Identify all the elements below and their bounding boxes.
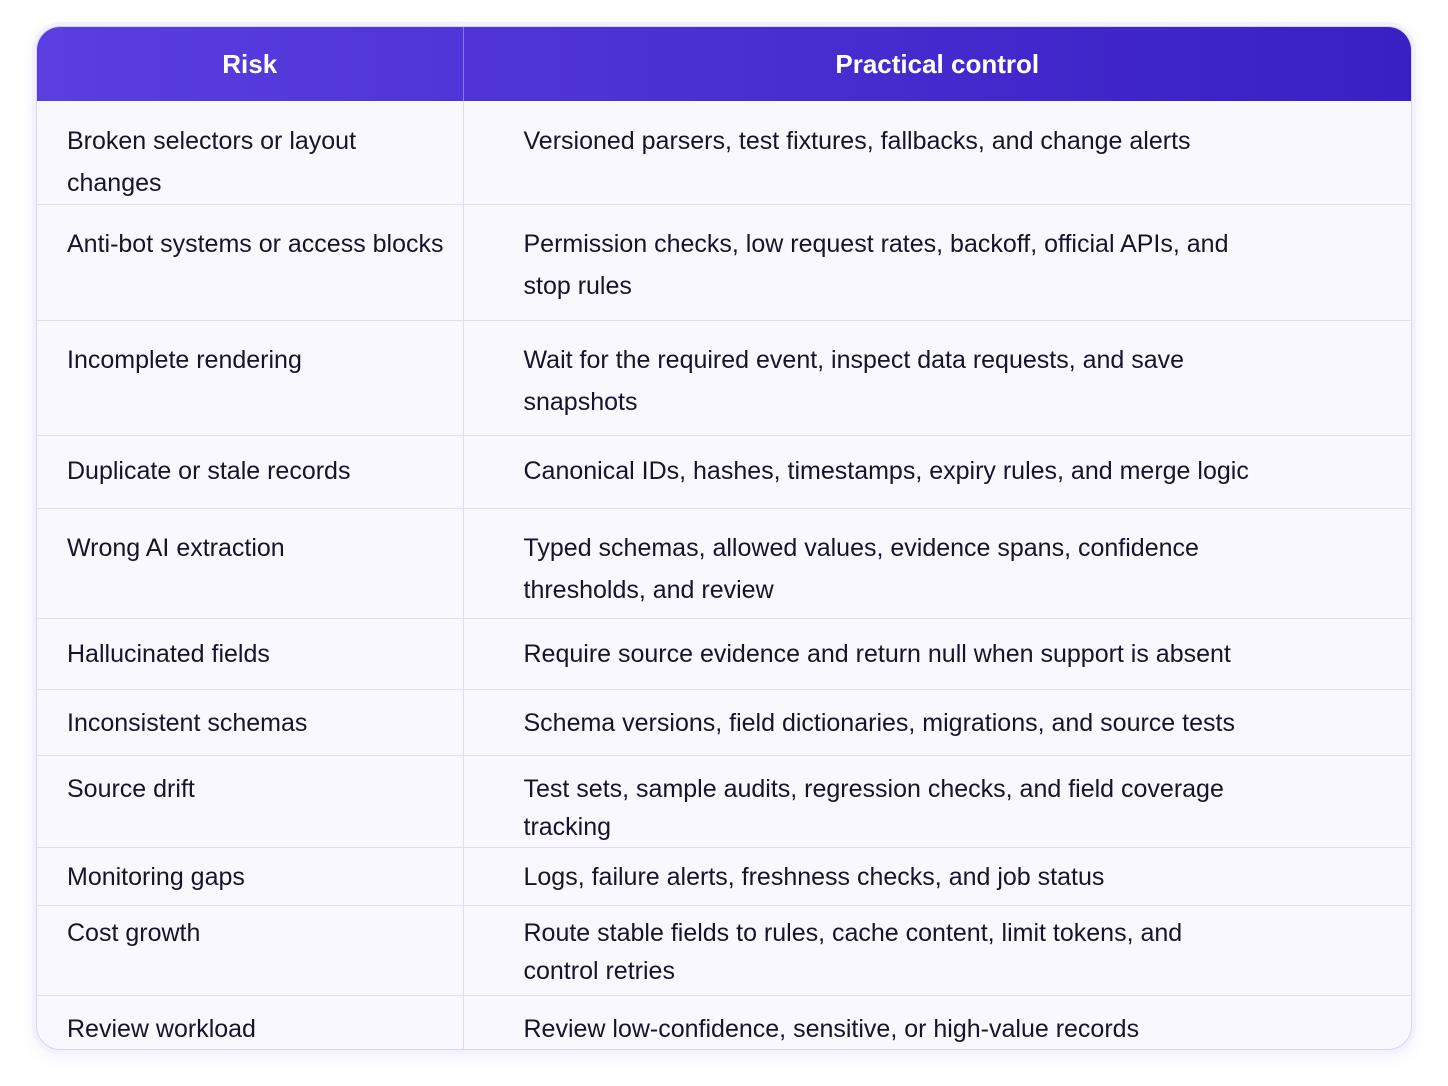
control-text: Canonical IDs, hashes, timestamps, expiry rules, and merge logic — [523, 457, 1249, 485]
risk-control-table-card — [36, 26, 1412, 1050]
risk-cell — [37, 619, 463, 690]
risk-cell — [37, 906, 463, 996]
table-row — [37, 690, 1411, 756]
risk-cell — [37, 509, 463, 619]
control-text: Typed schemas, allowed values, evidence spans, confidence thresholds, and review — [523, 534, 1199, 604]
control-text: Review low-confidence, sensitive, or high-value records — [523, 1015, 1140, 1043]
risk-text: Broken selectors or layout changes — [67, 127, 357, 197]
risk-text: Source drift — [67, 775, 195, 803]
control-text: Route stable fields to rules, cache content, limit tokens, and control retries — [523, 919, 1183, 985]
column-header-risk: Risk — [37, 27, 463, 101]
table-body — [37, 101, 1411, 1050]
risk-text: Hallucinated fields — [67, 640, 270, 668]
control-text: Schema versions, field dictionaries, migrations, and source tests — [523, 709, 1235, 737]
column-header-practical-control: Practical control — [835, 48, 1040, 79]
control-text: Logs, failure alerts, freshness checks, and job status — [523, 863, 1105, 891]
control-cell — [463, 619, 1411, 690]
table-row — [37, 756, 1411, 848]
risk-cell — [37, 101, 463, 205]
table-header — [37, 27, 1411, 101]
risk-cell — [37, 848, 463, 906]
control-cell — [463, 205, 1411, 321]
risk-control-table — [37, 27, 1411, 1050]
table-row — [37, 436, 1411, 509]
risk-cell — [37, 205, 463, 321]
control-text: Test sets, sample audits, regression checks, and field coverage tracking — [523, 775, 1224, 841]
control-text: Wait for the required event, inspect data requests, and save snapshots — [523, 346, 1185, 416]
control-text: Versioned parsers, test fixtures, fallbacks, and change alerts — [523, 127, 1191, 155]
table-row — [37, 101, 1411, 205]
table-row — [37, 321, 1411, 436]
risk-text: Cost growth — [67, 919, 201, 947]
table-row — [37, 906, 1411, 996]
risk-cell — [37, 690, 463, 756]
table-row — [37, 848, 1411, 906]
control-text: Permission checks, low request rates, backoff, official APIs, and stop rules — [523, 230, 1229, 300]
risk-cell — [37, 436, 463, 509]
control-cell — [463, 848, 1411, 906]
control-cell — [463, 996, 1411, 1051]
control-cell — [463, 436, 1411, 509]
control-cell — [463, 690, 1411, 756]
risk-text: Monitoring gaps — [67, 863, 245, 891]
header-row — [37, 27, 1411, 101]
control-cell — [463, 101, 1411, 205]
risk-text: Incomplete rendering — [67, 346, 302, 374]
control-cell — [463, 321, 1411, 436]
risk-cell — [37, 321, 463, 436]
table-row — [37, 619, 1411, 690]
risk-text: Review workload — [67, 1015, 256, 1043]
risk-text: Duplicate or stale records — [67, 457, 351, 485]
risk-text: Wrong AI extraction — [67, 534, 285, 562]
table-row — [37, 996, 1411, 1051]
risk-text: Anti-bot systems or access blocks — [67, 230, 444, 258]
control-text: Require source evidence and return null when support is absent — [523, 640, 1231, 668]
table-row — [37, 509, 1411, 619]
control-cell — [463, 906, 1411, 996]
risk-text: Inconsistent schemas — [67, 709, 308, 737]
control-cell — [463, 509, 1411, 619]
risk-cell — [37, 996, 463, 1051]
control-cell — [463, 756, 1411, 848]
table-row — [37, 205, 1411, 321]
risk-cell — [37, 756, 463, 848]
